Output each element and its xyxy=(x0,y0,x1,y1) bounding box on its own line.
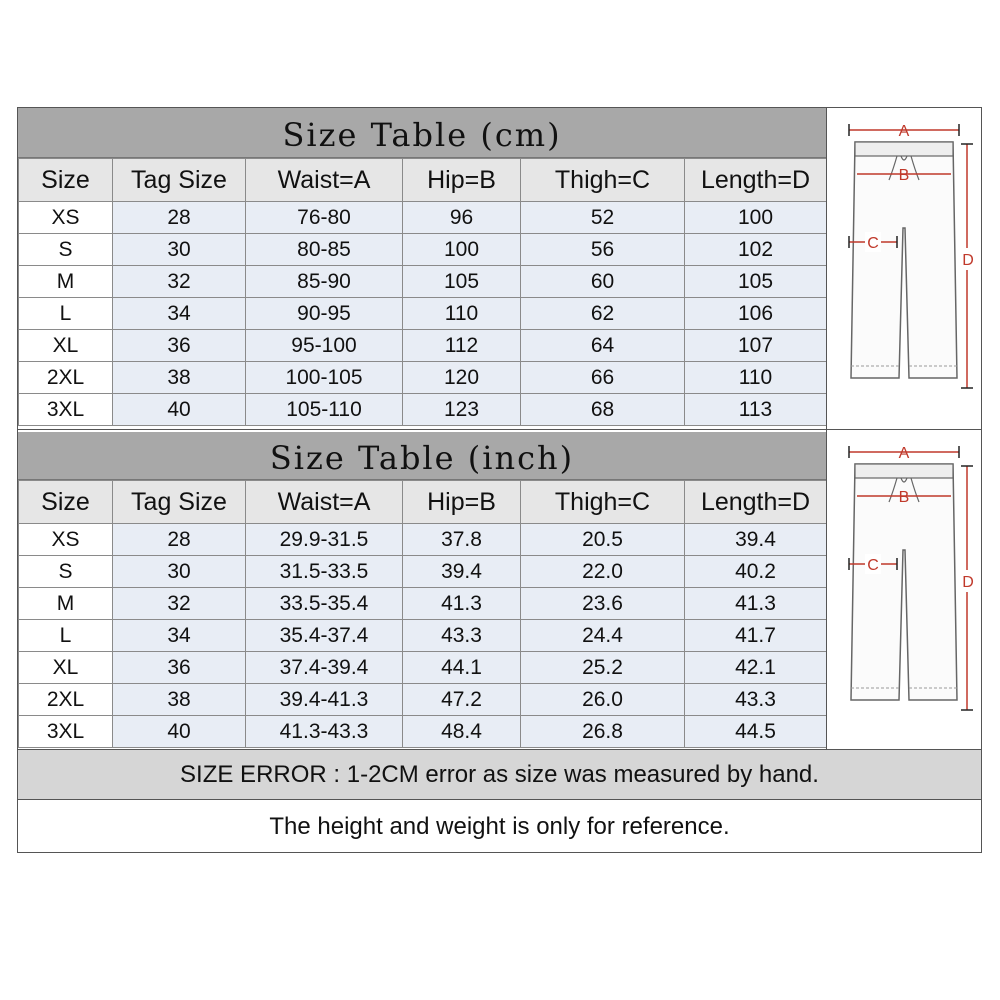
table-row xyxy=(19,716,827,748)
table-cell: 102 xyxy=(685,234,827,266)
table-cell: 90-95 xyxy=(246,298,403,330)
table-cell: 36 xyxy=(113,652,246,684)
table-cell: 22.0 xyxy=(521,556,685,588)
table-cell: 32 xyxy=(113,266,246,298)
table-cell: 100 xyxy=(403,234,521,266)
table-cell: 35.4-37.4 xyxy=(246,620,403,652)
column-header: Hip=B xyxy=(403,481,521,524)
cm-table-title: Size Table (cm) xyxy=(18,108,826,158)
table-row xyxy=(19,266,827,298)
table-row xyxy=(19,620,827,652)
table-cell: 37.8 xyxy=(403,524,521,556)
table-cell: 95-100 xyxy=(246,330,403,362)
table-cell: 30 xyxy=(113,556,246,588)
table-cell: 107 xyxy=(685,330,827,362)
column-header: Thigh=C xyxy=(521,159,685,202)
size-chart-sheet xyxy=(17,107,982,853)
table-cell: 38 xyxy=(113,362,246,394)
table-row xyxy=(19,330,827,362)
table-cell: 110 xyxy=(403,298,521,330)
table-cell: 31.5-33.5 xyxy=(246,556,403,588)
column-header: Length=D xyxy=(685,159,827,202)
table-cell: 44.1 xyxy=(403,652,521,684)
table-row xyxy=(19,362,827,394)
label-b: B xyxy=(898,167,910,184)
table-row xyxy=(19,588,827,620)
table-row xyxy=(19,234,827,266)
column-header: Size xyxy=(19,481,113,524)
cm-size-table xyxy=(18,158,827,426)
table-cell: 37.4-39.4 xyxy=(246,652,403,684)
table-cell: 23.6 xyxy=(521,588,685,620)
table-row xyxy=(19,652,827,684)
column-header: Tag Size xyxy=(113,159,246,202)
table-cell: 3XL xyxy=(19,716,113,748)
table-cell: 40 xyxy=(113,394,246,426)
label-a: A xyxy=(898,445,910,462)
table-cell: 100 xyxy=(685,202,827,234)
table-cell: 39.4 xyxy=(685,524,827,556)
table-cell: M xyxy=(19,266,113,298)
table-cell: 30 xyxy=(113,234,246,266)
table-cell: 41.3 xyxy=(403,588,521,620)
table-cell: 25.2 xyxy=(521,652,685,684)
table-cell: 36 xyxy=(113,330,246,362)
label-c: C xyxy=(867,557,879,574)
reference-note: The height and weight is only for reference. xyxy=(18,799,981,852)
table-cell: S xyxy=(19,234,113,266)
inch-header-row xyxy=(19,481,827,524)
label-c: C xyxy=(867,235,879,252)
table-cell: 62 xyxy=(521,298,685,330)
table-cell: 43.3 xyxy=(685,684,827,716)
table-cell: L xyxy=(19,620,113,652)
table-cell: 110 xyxy=(685,362,827,394)
table-cell: XS xyxy=(19,202,113,234)
table-cell: 20.5 xyxy=(521,524,685,556)
table-cell: 2XL xyxy=(19,684,113,716)
table-cell: 96 xyxy=(403,202,521,234)
table-cell: 48.4 xyxy=(403,716,521,748)
column-header: Thigh=C xyxy=(521,481,685,524)
label-d: D xyxy=(962,574,974,591)
table-cell: 44.5 xyxy=(685,716,827,748)
table-cell: 105 xyxy=(403,266,521,298)
table-cell: 38 xyxy=(113,684,246,716)
table-cell: 66 xyxy=(521,362,685,394)
column-header: Waist=A xyxy=(246,481,403,524)
table-cell: 40 xyxy=(113,716,246,748)
pants-diagram-inch xyxy=(826,430,981,749)
table-cell: 105 xyxy=(685,266,827,298)
pants-diagram-cm xyxy=(826,108,981,429)
table-cell: 42.1 xyxy=(685,652,827,684)
inch-table-title: Size Table (inch) xyxy=(18,432,826,480)
cm-header-row xyxy=(19,159,827,202)
table-cell: XL xyxy=(19,330,113,362)
table-cell: 100-105 xyxy=(246,362,403,394)
table-row xyxy=(19,524,827,556)
table-cell: 56 xyxy=(521,234,685,266)
table-row xyxy=(19,202,827,234)
table-cell: 40.2 xyxy=(685,556,827,588)
table-cell: 34 xyxy=(113,298,246,330)
label-a: A xyxy=(898,123,910,140)
table-row xyxy=(19,556,827,588)
table-cell: 106 xyxy=(685,298,827,330)
table-cell: S xyxy=(19,556,113,588)
label-b: B xyxy=(898,489,910,506)
table-cell: 26.8 xyxy=(521,716,685,748)
table-cell: XL xyxy=(19,652,113,684)
table-cell: 52 xyxy=(521,202,685,234)
table-cell: 34 xyxy=(113,620,246,652)
column-header: Tag Size xyxy=(113,481,246,524)
table-row xyxy=(19,394,827,426)
table-cell: 112 xyxy=(403,330,521,362)
table-cell: 39.4 xyxy=(403,556,521,588)
table-cell: 3XL xyxy=(19,394,113,426)
column-header: Size xyxy=(19,159,113,202)
table-cell: 64 xyxy=(521,330,685,362)
inch-size-table xyxy=(18,480,827,748)
table-cell: 24.4 xyxy=(521,620,685,652)
table-cell: 105-110 xyxy=(246,394,403,426)
table-cell: 47.2 xyxy=(403,684,521,716)
table-cell: 2XL xyxy=(19,362,113,394)
table-cell: L xyxy=(19,298,113,330)
table-cell: XS xyxy=(19,524,113,556)
column-header: Length=D xyxy=(685,481,827,524)
column-header: Waist=A xyxy=(246,159,403,202)
size-error-note: SIZE ERROR : 1-2CM error as size was measured by hand. xyxy=(18,749,981,799)
table-cell: 85-90 xyxy=(246,266,403,298)
table-cell: 29.9-31.5 xyxy=(246,524,403,556)
column-header: Hip=B xyxy=(403,159,521,202)
table-cell: 28 xyxy=(113,524,246,556)
table-cell: 32 xyxy=(113,588,246,620)
table-cell: 33.5-35.4 xyxy=(246,588,403,620)
table-cell: 120 xyxy=(403,362,521,394)
table-cell: 68 xyxy=(521,394,685,426)
label-d: D xyxy=(962,252,974,269)
table-cell: 41.3 xyxy=(685,588,827,620)
table-cell: 41.7 xyxy=(685,620,827,652)
table-cell: 41.3-43.3 xyxy=(246,716,403,748)
pants-waistband xyxy=(855,464,953,478)
table-cell: 113 xyxy=(685,394,827,426)
table-cell: 43.3 xyxy=(403,620,521,652)
table-cell: 76-80 xyxy=(246,202,403,234)
table-cell: M xyxy=(19,588,113,620)
table-cell: 28 xyxy=(113,202,246,234)
table-cell: 26.0 xyxy=(521,684,685,716)
pants-waistband xyxy=(855,142,953,156)
table-cell: 39.4-41.3 xyxy=(246,684,403,716)
table-cell: 80-85 xyxy=(246,234,403,266)
table-cell: 123 xyxy=(403,394,521,426)
table-row xyxy=(19,298,827,330)
table-row xyxy=(19,684,827,716)
table-cell: 60 xyxy=(521,266,685,298)
